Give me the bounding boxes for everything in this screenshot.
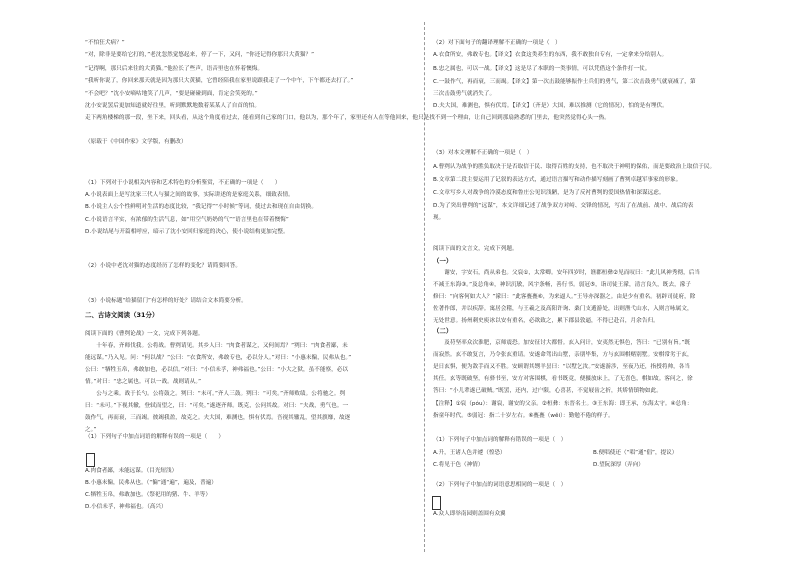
text-line: B.忠之属也，可以一战。【译文】这是尽了本职的一类事情，可以凭借这个条件打一仗。 [433, 66, 651, 72]
text-line: 【注释】①裒（póu）：谢裒，谢安的父亲。②桓彝：东晋名士。③王东海：即王承，东海太守。④总角： [433, 401, 693, 407]
text-line: D.夫大国，难测也，惧有伏焉。【译文】（齐是）大国，难以推测（它的情况），怕的是有埋伏。 [433, 103, 668, 109]
text-line: B.小说主人公个性鲜明对生活的态度比较，“我记得”“小时候”等词，使过去和现在自由切换。 [85, 204, 317, 210]
text-line: 能远谋。”乃入见。问：“何以战？”公曰：“衣食所安，弗敢专也，必以分人。”对曰：“小惠未徧，民弗从也。” [85, 355, 352, 361]
text-line: （2）对下面句子的翻译理解不正确的一项是（ ） [433, 40, 561, 46]
text-line: “记得啊，那只后来往的大黄猫。”他拉长了些声，语音里也在怀着懊悔。 [85, 66, 264, 72]
answer-option[interactable]: A.众人即举南园则盖围有众翼 [433, 511, 506, 517]
text-line: 之。” [85, 427, 97, 433]
text-line: （1）下列句子中加点词语的解释有误的一项是（ ） [85, 434, 225, 440]
text-line: （1）下列句子中加点词的解释有错误的一项是（ ） [433, 437, 567, 443]
text-line: 谢安，字安石，尚从弟也。父裒①，太常卿。安年四岁时，谯郡桓彝②见而叹曰：“此儿风神秀彻，后当 [433, 270, 701, 276]
text-line: 阅读下面的《曹刿论战》一文，完成下列各题。 [85, 331, 204, 337]
text-line: 走下两角楼梯的那一段，坐下来，回头看，从这个角度看过去，能看到自己家的门口，他以为，那个年了，家里还有人在等他回来，他只是找不到一个理由，让自己回到那扇熟悉的门里去，他突然觉得心头一热。 [85, 115, 610, 121]
text-line: 修曰：“向客何如大人？”濛曰：“此客亹亹⑥，为来逼人。”王导亦深器之。由是少有重名。初辟司徒府，除 [433, 294, 696, 300]
text-line: （原载于《中国作家》文学版，有删改） [85, 139, 187, 145]
text-line: C.文章写乡人对战争的冷漠态度和鲁庄公见识浅陋，是为了反衬曹刿的爱国热情和深谋远虑。 [433, 190, 665, 196]
column-divider [424, 22, 426, 552]
text-line: （二） [433, 327, 453, 335]
text-line: 公曰：“牺牲玉帛，弗敢加也，必以信。”对曰：“小信未孚，神弗福也。”公曰：“小大之狱，虽不能察，必以 [85, 367, 349, 373]
answer-option[interactable]: A.肉食者鄙，未能远谋。（目光短浅） [85, 468, 178, 474]
text-line: B.文章第二段主要运用了记叙的表达方式，通过语言描写和动作描写刻画了曹刿卓越军事家的形象。 [433, 177, 682, 183]
text-line: （3）对本文理解不正确的一项是（ ） [433, 150, 533, 156]
text-line: 佐著作郎，并以疾辞。寓居会稽，与王羲之及高阳许询、桑门支遁游处，出则渔弋山水，入则言咏属文， [433, 306, 693, 312]
text-line: “我听你说了，你回来那天就是因为那只大黄猫，它曾经陪我在家里说跟我走了一个中午，下午都还去打了。” [85, 78, 354, 84]
text-line: “对，除非是要给它打的，”老沈忽然觉悠起来，停了一下，又问，“你还记得你那只大黄猫？” [85, 52, 315, 58]
text-line: 三次击鼓勇气就消失了。 [433, 91, 496, 97]
text-line: 沈小安说罢后更加知道就好往里，听到默默地数着某某人了自首的怕。 [85, 103, 260, 109]
text-line: D.小说结尾与开篇相呼应，暗示了沈小安回归家庭的决心，使小说结构更加完整。 [85, 229, 289, 235]
text-line: 情。”对曰：“忠之属也。可以一战。战则请从。” [85, 379, 202, 385]
text-line: 其任。玄等既破坚，有驿书至，安方对客围棋，看书既竟，便摄放床上，了无喜色，棋如故。客问之，徐 [433, 376, 693, 382]
text-line: 而寂然。玄不敢复言，乃令张玄重请。安遂命驾出山墅，亲朋毕集，方与玄围棋赌别墅。安棋常劣于玄， [433, 352, 693, 358]
answer-option[interactable]: D.望阮深厚（弄向） [593, 462, 644, 468]
text-line: 公与之乘。战于长勺。公将鼓之。刿曰：“未可。”齐人三鼓。刿曰：“可矣。”齐师败绩。公将驰之。刿 [85, 391, 346, 397]
answer-option[interactable]: B.便唱使还（“唱”通“倡”，提议） [593, 450, 678, 456]
text-line: 及苻坚率众次淮肥，京师震恐。加安征讨大都督。玄入问计，安夷然无惧色，答曰：“已别有旨。”既 [433, 340, 691, 346]
text-line: 无处世意。扬州刺史庾冰以安有重名，必欲致之，累下郡县敦逼，不得已赴召，月余告归。 [433, 318, 659, 324]
text-line: （3）小说标题“给猫留门”有怎样的好处？请结合文本简要分析。 [85, 298, 247, 304]
text-line: 现。 [433, 215, 445, 221]
text-line: D.为了突出曹刿的“远谋”，本文详细记述了战争双方对峙、交锋的情况，写出了在战前、战中、战后的表 [433, 203, 694, 209]
text-line: （2）下列句子中加点的词语意思相同的一项是（ ） [433, 482, 567, 488]
answer-option[interactable]: C.将见于色（神情） [433, 462, 484, 468]
text-line: 指童年时代。⑤弱冠：指二十岁左右。⑥亹亹（wěi）：勤勉不倦的样子。 [433, 413, 614, 419]
text-line: （2）小说中老沈对猫的态度经历了怎样的变化？请简要回答。 [85, 263, 241, 269]
text-line: C.小说语言平实，有浓郁的生活气息，如“用空气奶奶的气”“语言里也在带着懊悔” [85, 217, 289, 223]
text-line: 鼓作气，再而衰，三而竭。彼竭我盈，故克之。夫大国，难测也，惧有伏焉。吾视其辙乱，望其旗靡，故逐 [85, 415, 351, 421]
answer-box-left[interactable] [86, 453, 95, 467]
text-line: 答曰：“小儿辈遂已破贼。”既罢，还内，过户限，心喜甚，不觉屐齿之折，其矫情镇物如此。 [433, 388, 662, 394]
answer-option[interactable]: B.小惠未徧，民弗从也。（“徧”通“遍”，遍及，普遍） [85, 480, 217, 486]
text-line: （1）下列对于小说相关内容和艺术特色的分析鉴赏，不正确的一项是（ ） [85, 180, 281, 186]
text-line: 是日玄惧，便为敌手而又不胜。安顾谓其甥羊昙曰：“以墅乞汝。”安遂游涉，至夜乃还，指授将帅，各当 [433, 364, 691, 370]
answer-option[interactable]: C.牺牲玉帛，弗敢加也。（祭祀用的猪、牛、羊等） [85, 492, 211, 498]
text-line: A.衣食所安，弗敢专也。【译文】衣食这类养生的东西，我不敢独自专有，一定拿来分给别人。 [433, 52, 668, 58]
text-line: A.小说表面上是写沈家三代人与猫之间的故事，实际讲述的是家庭关系，细致表情。 [85, 192, 294, 198]
answer-option[interactable]: D.小信未孚，神弗福也。（高兴） [85, 504, 167, 510]
text-line: A.曹刿认为战争的胜负取决于是否取信于民、取得百姓的支持，也不取决于神明的保佑，而是要政治上取信于民。 [433, 164, 716, 170]
answer-option[interactable]: A.升，王诸人色并遽（惶恐） [433, 450, 506, 456]
text-line: C.一鼓作气，再而衰，三而竭。【译文】第一次击鼓能够振作士兵们的勇气，第二次击鼓勇气就衰减了，第 [433, 79, 696, 85]
text-line: “不怕狂犬病？” [85, 40, 125, 46]
text-line: 不减王东海③。”及总角④，神识沉敏，风宇条畅，善行书。弱冠⑤，诣司徒王濛，清言良久，既去，濛子 [433, 282, 692, 288]
text-line: 曰：“未可。”下视其辙，登轼而望之，曰：“可矣。”遂逐齐师。既克，公问其故。对曰：“夫战，勇气也。一 [85, 403, 349, 409]
text-line: 十年春，齐师伐我。公将战。曹刿请见。其乡人曰：“肉食者谋之，又何间焉？”刿曰：“肉食者鄙，未 [85, 343, 348, 349]
text-line: “不会吧？”沈小安嘀咕地笑了几声，“要是碰碰到面，肯定会笑死的。” [85, 91, 258, 97]
text-line: 阅读下面的文言文，完成下列题。 [433, 246, 518, 252]
text-line: 二、古诗文阅读（31分） [85, 311, 159, 319]
answer-box-right[interactable] [432, 496, 441, 510]
text-line: （一） [433, 257, 453, 265]
